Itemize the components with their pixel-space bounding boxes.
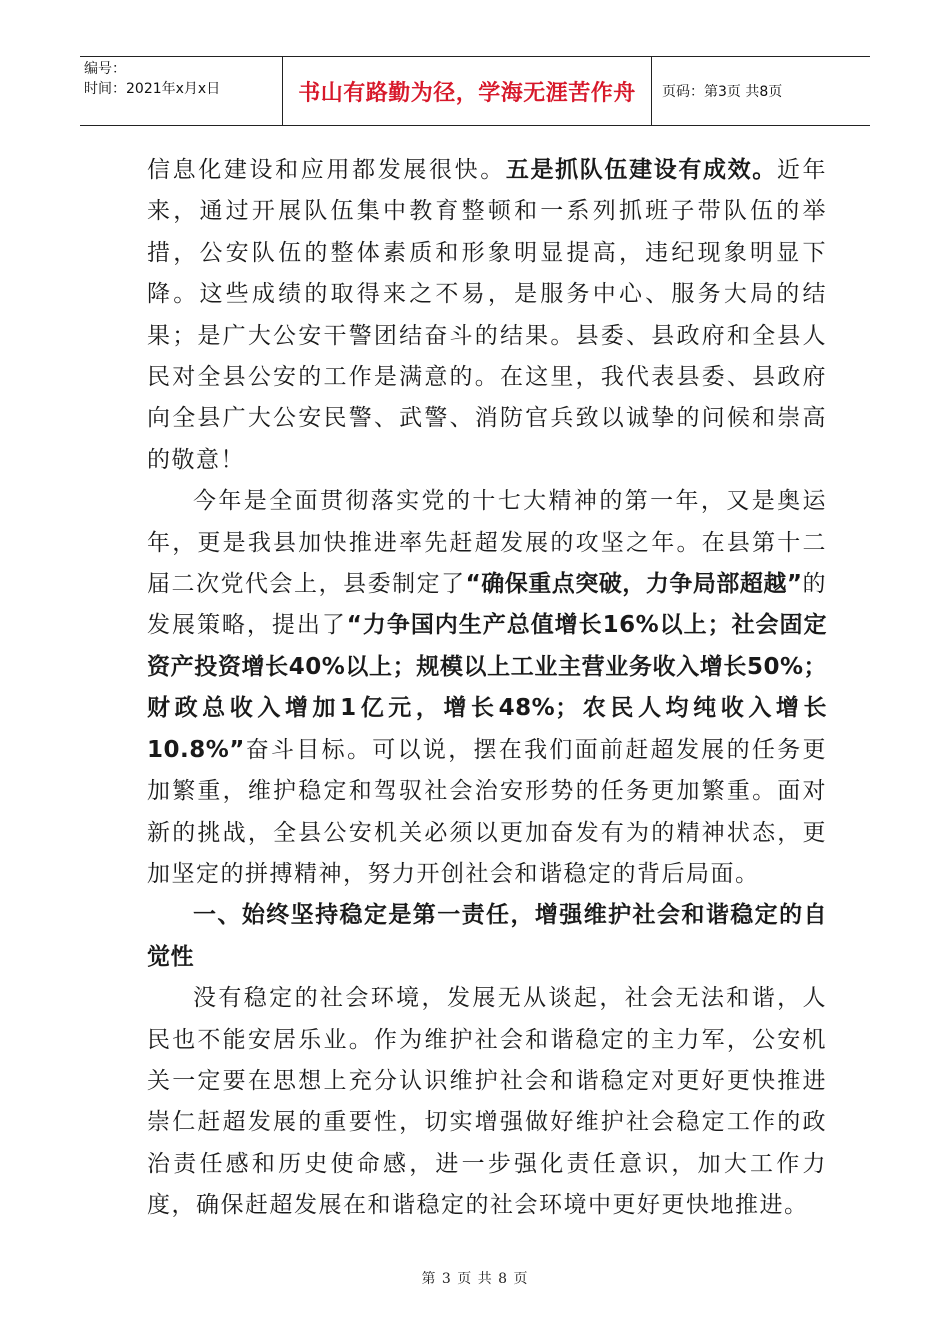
header-motto: 书山有路勤为径，学海无涯苦作舟 — [282, 57, 652, 125]
section-heading: 一、始终坚持稳定是第一责任，增强维护社会和谐稳定的自觉性 — [147, 902, 827, 970]
paragraph-1-text-a: 信息化建设和应用都发展很快。 — [147, 157, 506, 183]
paragraph-2-text-e: 奋斗目标。可以说，摆在我们面前赶超发展的任务更加繁重，维护稳定和驾驭社会治安形势的任务更加繁重。面对新的挑战，全县公安机关必须以更加奋发有为的精神状态，更加坚定的拼搏精神，努力开创社会和谐稳定的背后局面。 — [147, 736, 827, 887]
paragraph-2-strategy: “确保重点突破，力争局部超越” — [465, 571, 803, 598]
paragraph-2-text-a: 今年是全面贯彻落实党的十七大精神的第一年，又是奥运年，更是我县加快推进率先赶超发展的攻坚之年。在县第十二届二次党代会上，县委制定了 — [147, 488, 827, 598]
paragraph-1-text-c: 近年来，通过开展队伍集中教育整顿和一系列抓班子带队伍的举措，公安队伍的整体素质和形象明显提高，违纪现象明显下降。这些成绩的取得来之不易，是服务中心、服务大局的结果；是广大公安干警团结奋斗的结果。县委、县政府和全县人民对全县公安的工作是满意的。在这里，我代表县委、县政府向全县广大公安民警、武警、消防官兵致以诚挚的问候和崇高的敬意！ — [147, 157, 828, 473]
document-number-label: 编号： — [84, 61, 126, 77]
document-time-label: 时间：2021年x月x日 — [84, 81, 221, 97]
paragraph-1 — [147, 150, 827, 481]
page-footer: 第 3 页 共 8 页 — [421, 1271, 529, 1287]
paragraph-2-targets: “力争国内生产总值增长16%以上；社会固定资产投资增长40%以上；规模以上工业主营业务收入增长50%；财政总收入增加1亿元，增长48%；农民人均纯收入增长10.8%” — [147, 612, 827, 763]
paragraph-2 — [147, 481, 827, 895]
page-header — [80, 56, 870, 126]
document-body — [147, 150, 827, 1227]
paragraph-3: 没有稳定的社会环境，发展无从谈起，社会无法和谐，人民也不能安居乐业。作为维护社会和谐稳定的主力军，公安机关一定要在思想上充分认识维护社会和谐稳定对更好更快推进崇仁赶超发展的重要性，切实增强做好维护社会稳定工作的政治责任感和历史使命感，进一步强化责任意识，加大工作力度，确保赶超发展在和谐稳定的社会环境中更好更快地推进。 — [147, 985, 827, 1219]
header-page-info: 页码：第3页 共8页 — [662, 84, 783, 100]
paragraph-1-bold-point: 五是抓队伍建设有成效。 — [505, 157, 777, 183]
header-meta — [80, 57, 282, 125]
paragraph-2-text-c: 的发展策略，提出了 — [147, 571, 828, 639]
